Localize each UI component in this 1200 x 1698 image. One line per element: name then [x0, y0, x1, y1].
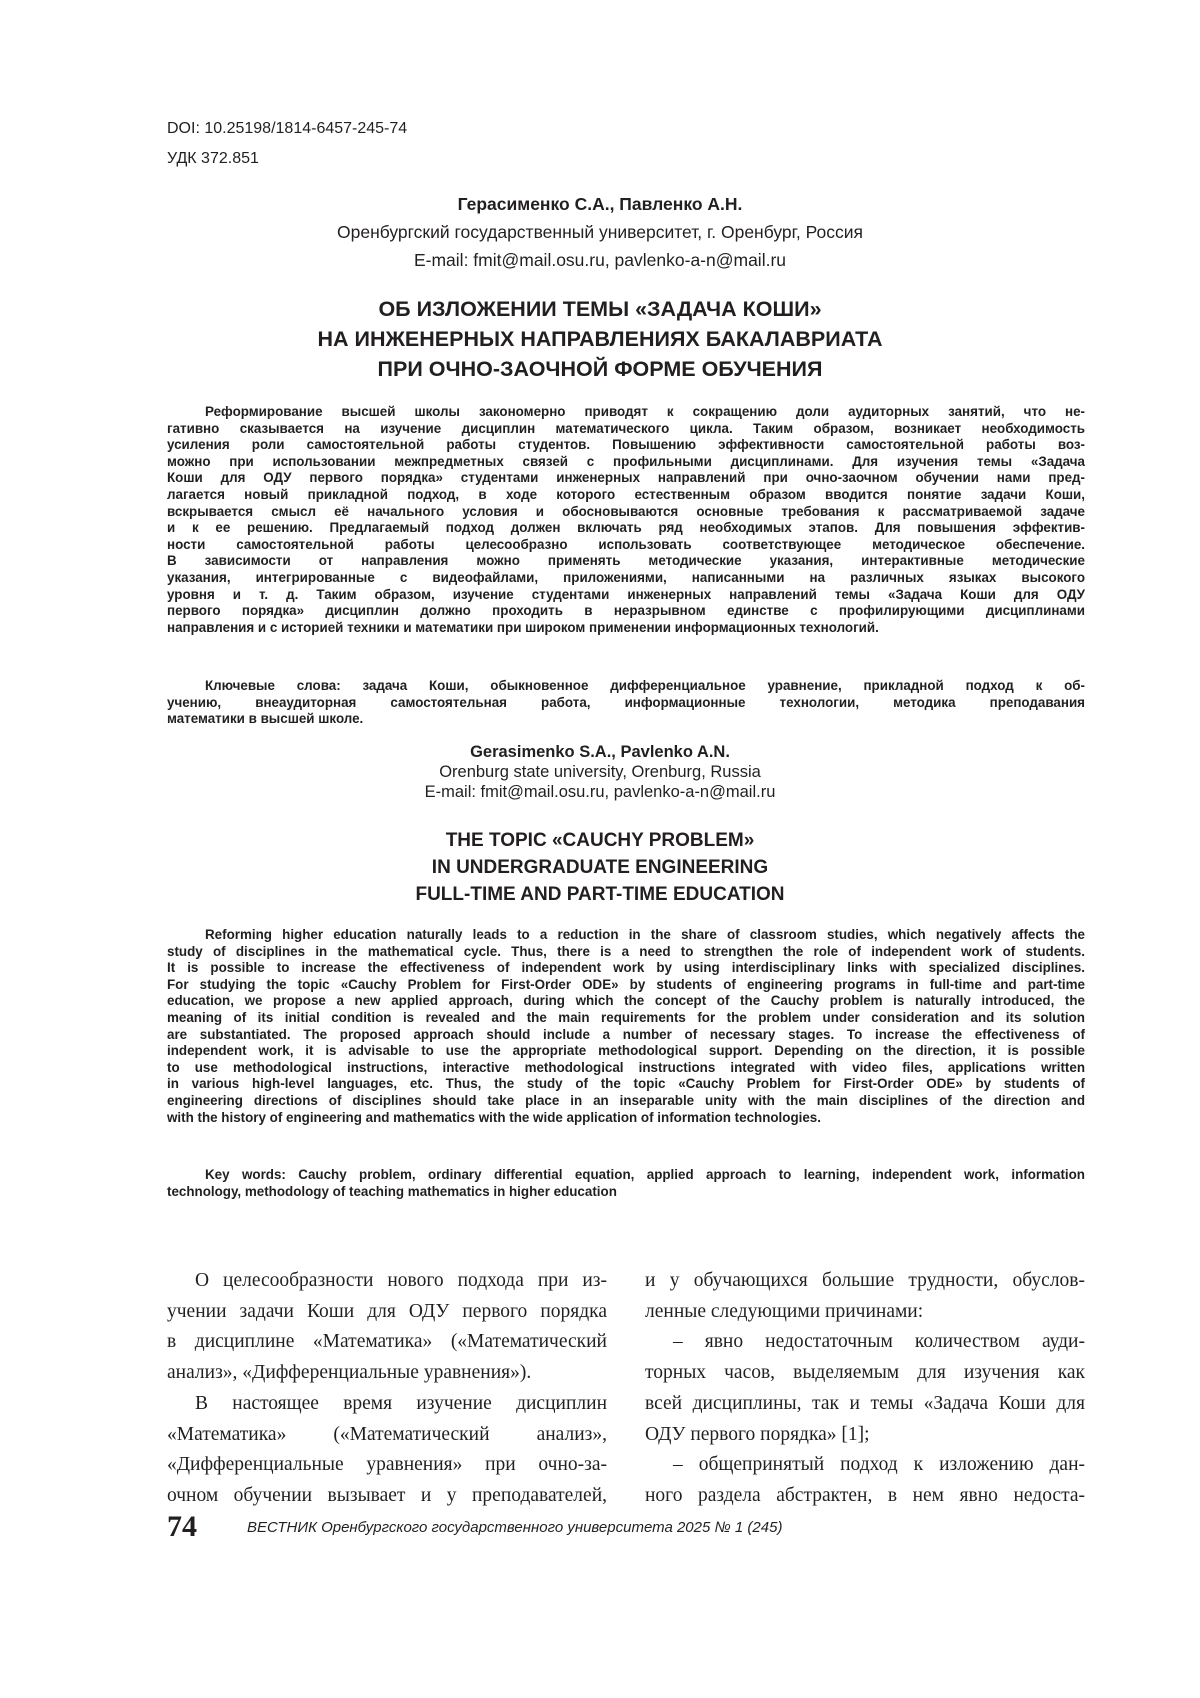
body-line: и у обучающихся большие трудности, обуслов- — [645, 1270, 1085, 1291]
page-footer — [167, 1510, 1067, 1550]
ru-abstract-line: вскрывается смысл её начального условия и обосновываются основные требования к рассматриваемой задаче — [167, 503, 1085, 519]
body-line: – явно недостаточным количеством ауди- — [673, 1331, 1085, 1353]
ru-keywords-line: Ключевые слова: задача Коши, обыкновенное дифференциальное уравнение, прикладной подход к об- — [205, 678, 1085, 693]
ru-abstract-line: первого порядка» дисциплин должно проходить в неразрывном единстве с профилирующими дисциплинами — [167, 603, 1085, 619]
en-abstract-line: study of disciplines in the mathematical cycle. Thus, there is a need to strengthen the role of independent work of students. — [167, 943, 1085, 959]
en-article-title — [0, 827, 1200, 908]
body-line: «Математика» («Математический анализ», — [167, 1423, 607, 1445]
ru-abstract-line: Коши для ОДУ первого порядка» студентами инженерных направлений при очно-заочном обучении нами пред- — [167, 470, 1085, 486]
en-abstract-line: meaning of its initial condition is revealed and the main requirements for the problem under consideration and its solution — [167, 1009, 1085, 1025]
body-line: О целесообразности нового подхода при из- — [195, 1270, 607, 1291]
ru-abstract-line: направления и с историей техники и математики при широком применении информационных технологий. — [167, 619, 879, 635]
ru-abstract-line: уровня и т. д. Таким образом, изучение студентами инженерных направлений темы «Задача Коши для ОДУ — [167, 586, 1085, 602]
en-title-line: THE TOPIC «CAUCHY PROBLEM» — [445, 830, 755, 851]
body-line: «Дифференциальные уравнения» при очно-за- — [167, 1454, 607, 1476]
ru-abstract-line: гативно сказывается на изучение дисциплин математического цикла. Таким образом, возникает необходимость — [167, 420, 1085, 436]
ru-abstract-line: указания, интегрированные с видеофайлами, приложениями, написанными на различных языках высокого — [167, 569, 1085, 585]
page-number: 74 — [167, 1510, 197, 1543]
en-abstract-line: engineering directions of disciplines should take place in an inseparable unity with the main disciplines of the direction and — [167, 1092, 1085, 1108]
en-title-line: IN UNDERGRADUATE ENGINEERING — [431, 857, 769, 878]
body-line: ного раздела абстрактен, в нем явно недоста- — [645, 1484, 1085, 1506]
body-line: В настоящее время изучение дисциплин — [195, 1392, 607, 1414]
en-title-line: FULL-TIME AND PART-TIME EDUCATION — [415, 884, 785, 905]
en-abstract-line: are substantiated. The proposed approach should include a number of necessary stages. To increase the effectiveness of — [167, 1026, 1085, 1042]
body-column-right — [645, 1266, 1085, 1512]
en-keywords-line: Key words: Cauchy problem, ordinary differential equation, applied approach to learning, independent work, information — [205, 1167, 1085, 1182]
ru-abstract-line: Реформирование высшей школы закономерно приводят к сокращению доли аудиторных занятий, что не- — [205, 404, 1085, 419]
ru-abstract-line: В зависимости от направления можно применять методические указания, интерактивные методические — [167, 553, 1085, 569]
ru-affiliation: Оренбургский государственный университет, г. Оренбург, Россия — [337, 222, 863, 242]
en-keywords — [167, 1167, 1085, 1200]
body-line: в дисциплине «Математика» («Математический — [167, 1331, 607, 1353]
ru-title-line: ОБ ИЗЛОЖЕНИИ ТЕМЫ «ЗАДАЧА КОШИ» — [378, 297, 822, 321]
en-author-block — [0, 742, 1200, 802]
ru-title-line: ПРИ ОЧНО-ЗАОЧНОЙ ФОРМЕ ОБУЧЕНИЯ — [377, 357, 823, 381]
journal-name: ВЕСТНИК Оренбургского государственного университета 2025 № 1 (245) — [247, 1519, 783, 1536]
ru-abstract-line: усиления роли самостоятельной работы студентов. Повышению эффективности самостоятельной работы воз- — [167, 437, 1085, 453]
en-abstract-line: with the history of engineering and mathematics with the wide application of information technologies. — [167, 1109, 821, 1125]
en-abstract-line: For studying the topic «Cauchy Problem for First-Order ODE» by students of engineering programs in full-time and part-time — [167, 976, 1085, 992]
ru-abstract-line: и к ее решению. Предлагаемый подход должен включать ряд необходимых этапов. Для повышения эффектив- — [167, 520, 1085, 536]
body-column-left — [167, 1266, 607, 1512]
body-line: всей дисциплины, так и темы «Задача Коши для — [645, 1392, 1085, 1414]
udk-code: УДК 372.851 — [167, 150, 259, 167]
en-abstract-line: Reforming higher education naturally leads to a reduction in the share of classroom studies, which negatively affects the — [205, 927, 1085, 942]
body-line: очном обучении вызывает и у преподавателей, — [167, 1484, 607, 1506]
ru-email: E-mail: fmit@mail.osu.ru, pavlenko-a-n@mail.ru — [413, 250, 787, 270]
en-abstract-line: in various high-level languages, etc. Thus, the study of the topic «Cauchy Problem for First-Order ODE» by students of — [167, 1076, 1085, 1092]
ru-author-block — [0, 190, 1200, 274]
en-affiliation: Orenburg state university, Orenburg, Russia — [439, 763, 761, 781]
en-abstract-line: It is possible to increase the effectiveness of independent work by using interdisciplinary links with specialized disciplines. — [167, 960, 1085, 976]
en-abstract — [167, 927, 1085, 1126]
ru-abstract — [167, 404, 1085, 636]
en-abstract-line: to use methodological instructions, interactive methodological instructions integrated with video files, applications written — [167, 1059, 1085, 1075]
article-meta — [167, 114, 407, 174]
ru-abstract-line: можно при использовании межпредметных связей с профильными дисциплинами. Для изучения темы «Задача — [167, 453, 1085, 469]
body-line: учении задачи Коши для ОДУ первого порядка — [167, 1300, 607, 1322]
ru-keywords-line: математики в высшей школе. — [167, 711, 364, 727]
doi: DOI: 10.25198/1814-6457-245-74 — [167, 120, 408, 137]
en-abstract-line: independent work, it is advisable to use the appropriate methodological support. Depending on the direction, it is possible — [167, 1043, 1085, 1059]
en-authors: Gerasimenko S.A., Pavlenko A.N. — [470, 743, 730, 761]
ru-abstract-line: лагается новый прикладной подход, в ходе которого естественным образом вводится понятие задачи Коши, — [167, 486, 1085, 502]
ru-keywords — [167, 678, 1085, 728]
ru-keywords-line: учению, внеаудиторная самостоятельная работа, информационные технологии, методика преподавания — [167, 694, 1085, 710]
ru-authors: Герасименко С.А., Павленко А.Н. — [457, 194, 743, 214]
en-keywords-line: technology, methodology of teaching mathematics in higher education — [167, 1183, 617, 1199]
ru-abstract-line: ности самостоятельной работы целесообразно использовать соответствующее методическое обеспечение. — [167, 536, 1085, 552]
ru-title-line: НА ИНЖЕНЕРНЫХ НАПРАВЛЕНИЯХ БАКАЛАВРИАТА — [317, 327, 883, 351]
en-abstract-line: education, we propose a new applied approach, during which the concept of the Cauchy problem is naturally introduced, the — [167, 993, 1085, 1009]
en-email: E-mail: fmit@mail.osu.ru, pavlenko-a-n@mail.ru — [424, 783, 776, 801]
ru-article-title — [0, 294, 1200, 384]
body-line: торных часов, выделяемым для изучения как — [645, 1362, 1085, 1384]
body-line: ленные следующими причинами: — [645, 1300, 924, 1322]
body-line: анализ», «Дифференциальные уравнения»). — [167, 1362, 532, 1384]
body-line: – общепринятый подход к изложению дан- — [673, 1454, 1085, 1476]
body-line: ОДУ первого порядка» [1]; — [645, 1423, 870, 1445]
